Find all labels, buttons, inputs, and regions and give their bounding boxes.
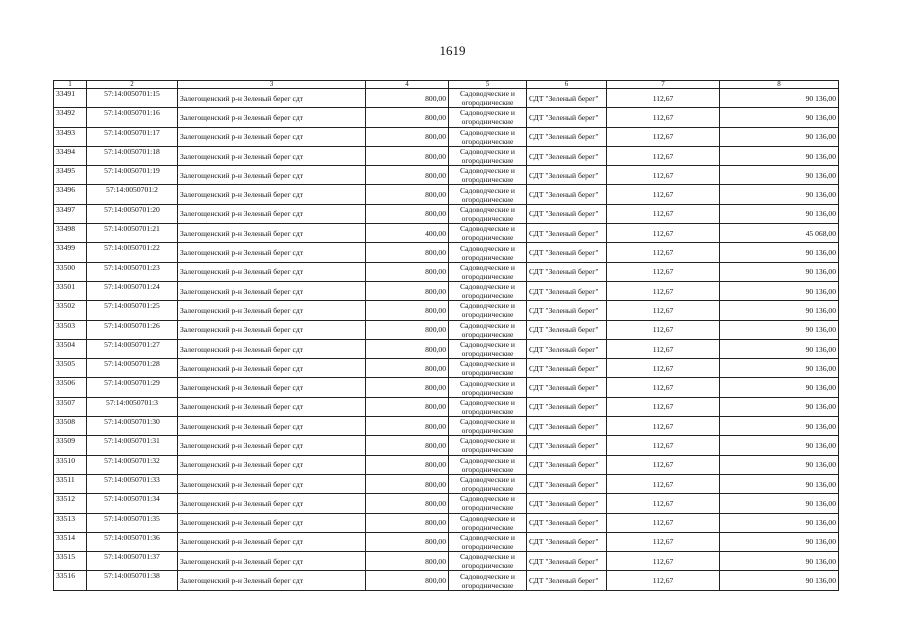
address-cell: Залегощенский р-н Зеленый берег сдт [178,224,366,243]
rate-cell: 112,67 [607,146,720,165]
row-number: 33500 [54,262,87,281]
category-line-2: огороднические [461,445,514,455]
table-row [54,378,839,397]
owner-cell: СДТ "Зеленый берег" [527,108,607,127]
rate-cell: 112,67 [607,166,720,185]
address-cell: Залегощенский р-н Зеленый берег сдт [178,301,366,320]
cadastral-number: 57:14:0050701:34 [87,494,178,513]
cadastral-number: 57:14:0050701:26 [87,320,178,339]
category-line-1: Садоводческие и [460,243,515,253]
rate-cell: 112,67 [607,397,720,416]
category-line-2: огороднические [461,194,514,204]
category-cell [449,571,527,590]
row-number: 33515 [54,552,87,571]
table-row [54,513,839,532]
category-cell [449,89,527,108]
table-row [54,166,839,185]
row-number: 33494 [54,146,87,165]
category-line-2: огороднические [461,252,514,262]
address-cell: Залегощенский р-н Зеленый берег сдт [178,571,366,590]
address-cell: Залегощенский р-н Зеленый берег сдт [178,436,366,455]
category-line-2: огороднические [461,387,514,397]
category-line-2: огороднические [461,561,514,571]
category-line-2: огороднические [461,175,514,185]
category-line-2: огороднические [461,464,514,474]
column-header: 5 [449,81,527,89]
address-cell: Залегощенский р-н Зеленый берег сдт [178,89,366,108]
area-cell: 800,00 [366,513,449,532]
category-line-2: огороднические [461,213,514,223]
row-number: 33495 [54,166,87,185]
owner-cell: СДТ "Зеленый берег" [527,146,607,165]
owner-cell: СДТ "Зеленый берег" [527,552,607,571]
cadastral-number: 57:14:0050701:33 [87,474,178,493]
rate-cell: 112,67 [607,281,720,300]
category-cell [449,127,527,146]
cadastral-number: 57:14:0050701:18 [87,146,178,165]
row-number: 33513 [54,513,87,532]
rate-cell: 112,67 [607,320,720,339]
category-line-2: огороднические [461,117,514,127]
owner-cell: СДТ "Зеленый берег" [527,320,607,339]
category-line-1: Садоводческие и [460,494,515,504]
table-row [54,436,839,455]
category-cell [449,532,527,551]
cadastral-number: 57:14:0050701:25 [87,301,178,320]
owner-cell: СДТ "Зеленый берег" [527,204,607,223]
address-cell: Залегощенский р-н Зеленый берег сдт [178,262,366,281]
table-row [54,532,839,551]
table-row [54,185,839,204]
cadastral-value-cell: 90 136,00 [720,89,839,108]
cadastral-value-cell: 90 136,00 [720,494,839,513]
table-row [54,108,839,127]
cadastral-number: 57:14:0050701:19 [87,166,178,185]
row-number: 33501 [54,281,87,300]
row-number: 33504 [54,339,87,358]
cadastral-value-cell: 90 136,00 [720,204,839,223]
row-number: 33505 [54,359,87,378]
category-line-1: Садоводческие и [460,127,515,137]
category-cell [449,494,527,513]
category-line-1: Садоводческие и [460,340,515,349]
area-cell: 800,00 [366,532,449,551]
area-cell: 800,00 [366,320,449,339]
cadastral-value-cell: 90 136,00 [720,146,839,165]
category-cell [449,301,527,320]
table-row [54,127,839,146]
cadastral-number: 57:14:0050701:22 [87,243,178,262]
cadastral-number: 57:14:0050701:27 [87,339,178,358]
row-number: 33516 [54,571,87,590]
cadastral-value-cell: 90 136,00 [720,552,839,571]
category-cell [449,185,527,204]
category-cell [449,397,527,416]
cadastral-number: 57:14:0050701:20 [87,204,178,223]
category-line-1: Садоводческие и [460,282,515,292]
row-number: 33499 [54,243,87,262]
category-line-2: огороднические [461,310,514,320]
category-line-1: Садоводческие и [460,147,515,157]
row-number: 33514 [54,532,87,551]
category-line-2: огороднические [461,503,514,513]
cadastral-value-cell: 90 136,00 [720,262,839,281]
owner-cell: СДТ "Зеленый берег" [527,494,607,513]
row-number: 33492 [54,108,87,127]
cadastral-value-cell: 90 136,00 [720,436,839,455]
row-number: 33508 [54,417,87,436]
area-cell: 800,00 [366,417,449,436]
cadastral-number: 57:14:0050701:31 [87,436,178,455]
cadastral-value-cell: 90 136,00 [720,281,839,300]
area-cell: 800,00 [366,397,449,416]
owner-cell: СДТ "Зеленый берег" [527,301,607,320]
address-cell: Залегощенский р-н Зеленый берег сдт [178,185,366,204]
column-header: 2 [87,81,178,89]
owner-cell: СДТ "Зеленый берег" [527,455,607,474]
category-line-1: Садоводческие и [460,359,515,369]
table-row [54,301,839,320]
owner-cell: СДТ "Зеленый берег" [527,224,607,243]
area-cell: 800,00 [366,552,449,571]
category-line-1: Садоводческие и [460,571,515,581]
table-row [54,455,839,474]
cadastral-number: 57:14:0050701:24 [87,281,178,300]
cadastral-number: 57:14:0050701:28 [87,359,178,378]
cadastral-number: 57:14:0050701:37 [87,552,178,571]
row-number: 33493 [54,127,87,146]
area-cell: 800,00 [366,378,449,397]
row-number: 33511 [54,474,87,493]
table-row [54,339,839,358]
table-row [54,243,839,262]
cadastral-value-cell: 90 136,00 [720,474,839,493]
category-line-2: огороднические [461,368,514,378]
area-cell: 800,00 [366,455,449,474]
category-line-2: огороднические [461,271,514,281]
area-cell: 800,00 [366,262,449,281]
address-cell: Залегощенский р-н Зеленый берег сдт [178,108,366,127]
table-row [54,494,839,513]
address-cell: Залегощенский р-н Зеленый берег сдт [178,204,366,223]
area-cell: 800,00 [366,243,449,262]
category-line-1: Садоводческие и [460,320,515,330]
table-row [54,204,839,223]
category-line-2: огороднические [461,522,514,532]
table-row [54,146,839,165]
row-number: 33491 [54,89,87,108]
cadastral-table [53,80,839,591]
owner-cell: СДТ "Зеленый берег" [527,532,607,551]
cadastral-number: 57:14:0050701:2 [87,185,178,204]
category-line-1: Садоводческие и [460,455,515,465]
address-cell: Залегощенский р-н Зеленый берег сдт [178,359,366,378]
row-number: 33507 [54,397,87,416]
category-line-1: Садоводческие и [460,513,515,523]
address-cell: Залегощенский р-н Зеленый берег сдт [178,243,366,262]
rate-cell: 112,67 [607,474,720,493]
category-line-1: Садоводческие и [460,166,515,176]
row-number: 33509 [54,436,87,455]
category-line-2: огороднические [461,233,514,243]
address-cell: Залегощенский р-н Зеленый берег сдт [178,166,366,185]
cadastral-value-cell: 90 136,00 [720,513,839,532]
rate-cell: 112,67 [607,513,720,532]
table-row [54,224,839,243]
address-cell: Залегощенский р-н Зеленый берег сдт [178,146,366,165]
category-cell [449,339,527,358]
address-cell: Залегощенский р-н Зеленый берег сдт [178,281,366,300]
rate-cell: 112,67 [607,455,720,474]
page-number: 1619 [439,43,466,58]
cadastral-value-cell: 90 136,00 [720,320,839,339]
cadastral-number: 57:14:0050701:3 [87,397,178,416]
owner-cell: СДТ "Зеленый берег" [527,474,607,493]
rate-cell: 112,67 [607,185,720,204]
category-line-1: Садоводческие и [460,378,515,388]
area-cell: 800,00 [366,204,449,223]
rate-cell: 112,67 [607,494,720,513]
rate-cell: 112,67 [607,127,720,146]
category-cell [449,474,527,493]
rate-cell: 112,67 [607,417,720,436]
category-line-2: огороднические [461,136,514,146]
category-line-2: огороднические [461,541,514,551]
row-number: 33503 [54,320,87,339]
category-line-1: Садоводческие и [460,185,515,195]
area-cell: 800,00 [366,185,449,204]
cadastral-number: 57:14:0050701:35 [87,513,178,532]
cadastral-value-cell: 90 136,00 [720,571,839,590]
category-line-2: огороднические [461,349,514,358]
rate-cell: 112,67 [607,339,720,358]
address-cell: Залегощенский р-н Зеленый берег сдт [178,532,366,551]
table-row [54,552,839,571]
cadastral-value-cell: 90 136,00 [720,185,839,204]
category-line-1: Садоводческие и [460,204,515,214]
area-cell: 800,00 [366,108,449,127]
row-number: 33496 [54,185,87,204]
rate-cell: 112,67 [607,532,720,551]
owner-cell: СДТ "Зеленый берег" [527,417,607,436]
column-header: 3 [178,81,366,89]
owner-cell: СДТ "Зеленый берег" [527,262,607,281]
category-cell [449,108,527,127]
rate-cell: 112,67 [607,571,720,590]
address-cell: Залегощенский р-н Зеленый берег сдт [178,127,366,146]
category-cell [449,281,527,300]
area-cell: 800,00 [366,359,449,378]
cadastral-number: 57:14:0050701:23 [87,262,178,281]
cadastral-number: 57:14:0050701:36 [87,532,178,551]
address-cell: Залегощенский р-н Зеленый берег сдт [178,397,366,416]
area-cell: 800,00 [366,89,449,108]
category-line-2: огороднические [461,156,514,166]
owner-cell: СДТ "Зеленый берег" [527,281,607,300]
area-cell: 800,00 [366,571,449,590]
category-cell [449,378,527,397]
cadastral-value-cell: 90 136,00 [720,417,839,436]
row-number: 33502 [54,301,87,320]
cadastral-number: 57:14:0050701:15 [87,89,178,108]
owner-cell: СДТ "Зеленый берег" [527,571,607,590]
rate-cell: 112,67 [607,436,720,455]
column-header: 6 [527,81,607,89]
area-cell: 800,00 [366,339,449,358]
cadastral-value-cell: 90 136,00 [720,243,839,262]
rate-cell: 112,67 [607,204,720,223]
owner-cell: СДТ "Зеленый берег" [527,243,607,262]
address-cell: Залегощенский р-н Зеленый берег сдт [178,455,366,474]
area-cell: 800,00 [366,436,449,455]
address-cell: Залегощенский р-н Зеленый берег сдт [178,378,366,397]
category-line-1: Садоводческие и [460,532,515,542]
category-cell [449,552,527,571]
table-row [54,474,839,493]
rate-cell: 112,67 [607,224,720,243]
cadastral-value-cell: 90 136,00 [720,301,839,320]
table-row [54,417,839,436]
category-line-1: Садоводческие и [460,417,515,427]
rate-cell: 112,67 [607,243,720,262]
row-number: 33510 [54,455,87,474]
category-line-1: Садоводческие и [460,262,515,272]
column-header: 1 [54,81,87,89]
category-cell [449,455,527,474]
table-row [54,262,839,281]
column-header: 8 [720,81,839,89]
category-cell [449,146,527,165]
owner-cell: СДТ "Зеленый берег" [527,89,607,108]
address-cell: Залегощенский р-н Зеленый берег сдт [178,320,366,339]
category-line-2: огороднические [461,406,514,416]
table-body [54,89,839,591]
owner-cell: СДТ "Зеленый берег" [527,359,607,378]
rate-cell: 112,67 [607,552,720,571]
cadastral-number: 57:14:0050701:30 [87,417,178,436]
address-cell: Залегощенский р-н Зеленый берег сдт [178,417,366,436]
category-cell [449,513,527,532]
category-line-1: Садоводческие и [460,436,515,446]
category-cell [449,359,527,378]
row-number: 33497 [54,204,87,223]
category-line-2: огороднические [461,580,514,590]
rate-cell: 112,67 [607,108,720,127]
rate-cell: 112,67 [607,262,720,281]
row-number: 33506 [54,378,87,397]
category-line-2: огороднические [461,98,514,108]
column-header: 7 [607,81,720,89]
area-cell: 800,00 [366,281,449,300]
category-line-1: Садоводческие и [460,397,515,407]
owner-cell: СДТ "Зеленый берег" [527,378,607,397]
area-cell: 800,00 [366,127,449,146]
owner-cell: СДТ "Зеленый берег" [527,436,607,455]
category-line-1: Садоводческие и [460,475,515,485]
column-number-row [54,81,839,89]
cadastral-number: 57:14:0050701:29 [87,378,178,397]
category-line-2: огороднические [461,426,514,436]
owner-cell: СДТ "Зеленый берег" [527,397,607,416]
cadastral-number: 57:14:0050701:21 [87,224,178,243]
category-line-1: Садоводческие и [460,301,515,311]
table-row [54,281,839,300]
address-cell: Залегощенский р-н Зеленый берег сдт [178,339,366,358]
cadastral-value-cell: 45 068,00 [720,224,839,243]
category-cell [449,204,527,223]
cadastral-value-cell: 90 136,00 [720,378,839,397]
owner-cell: СДТ "Зеленый берег" [527,127,607,146]
owner-cell: СДТ "Зеленый берег" [527,339,607,358]
column-header: 4 [366,81,449,89]
area-cell: 800,00 [366,301,449,320]
area-cell: 400,00 [366,224,449,243]
cadastral-value-cell: 90 136,00 [720,532,839,551]
rate-cell: 112,67 [607,378,720,397]
cadastral-value-cell: 90 136,00 [720,397,839,416]
category-cell [449,262,527,281]
cadastral-number: 57:14:0050701:32 [87,455,178,474]
table-row [54,359,839,378]
table-row [54,320,839,339]
category-line-2: огороднические [461,291,514,301]
cadastral-value-cell: 90 136,00 [720,359,839,378]
category-cell [449,417,527,436]
cadastral-number: 57:14:0050701:38 [87,571,178,590]
area-cell: 800,00 [366,166,449,185]
category-line-1: Садоводческие и [460,89,515,99]
category-cell [449,243,527,262]
cadastral-value-cell: 90 136,00 [720,108,839,127]
owner-cell: СДТ "Зеленый берег" [527,185,607,204]
owner-cell: СДТ "Зеленый берег" [527,166,607,185]
address-cell: Залегощенский р-н Зеленый берег сдт [178,494,366,513]
category-cell [449,166,527,185]
cadastral-value-cell: 90 136,00 [720,455,839,474]
area-cell: 800,00 [366,146,449,165]
table-row [54,571,839,590]
category-line-1: Садоводческие и [460,108,515,118]
rate-cell: 112,67 [607,301,720,320]
cadastral-value-cell: 90 136,00 [720,339,839,358]
category-line-2: огороднические [461,484,514,494]
category-line-2: огороднические [461,329,514,339]
address-cell: Залегощенский р-н Зеленый берег сдт [178,513,366,532]
cadastral-value-cell: 90 136,00 [720,166,839,185]
category-cell [449,224,527,243]
category-line-1: Садоводческие и [460,224,515,234]
cadastral-number: 57:14:0050701:17 [87,127,178,146]
owner-cell: СДТ "Зеленый берег" [527,513,607,532]
rate-cell: 112,67 [607,359,720,378]
row-number: 33512 [54,494,87,513]
rate-cell: 112,67 [607,89,720,108]
table-row [54,397,839,416]
cadastral-value-cell: 90 136,00 [720,127,839,146]
table-row [54,89,839,108]
category-line-1: Садоводческие и [460,552,515,562]
category-cell [449,436,527,455]
category-cell [449,320,527,339]
area-cell: 800,00 [366,474,449,493]
address-cell: Залегощенский р-н Зеленый берег сдт [178,552,366,571]
cadastral-number: 57:14:0050701:16 [87,108,178,127]
row-number: 33498 [54,224,87,243]
address-cell: Залегощенский р-н Зеленый берег сдт [178,474,366,493]
area-cell: 800,00 [366,494,449,513]
